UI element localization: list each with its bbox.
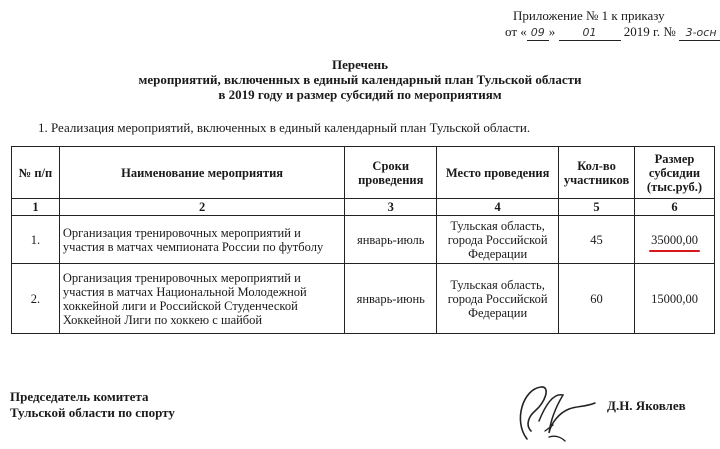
date-close: »	[548, 24, 556, 39]
header-dates: Сроки проведения	[345, 147, 437, 199]
table-row	[12, 264, 715, 334]
appendix-title: Приложение № 1 к приказу	[513, 8, 665, 23]
position-line-1: Председатель комитета	[10, 389, 149, 404]
header-place: Место проведения	[437, 147, 559, 199]
order-date-line	[505, 24, 715, 41]
document-title	[0, 57, 720, 102]
title-line-2: мероприятий, включенных в единый календарный план Тульской области	[138, 72, 582, 87]
header-num: № п/п	[12, 147, 60, 199]
column-number: 4	[437, 199, 559, 216]
title-line-1: Перечень	[331, 57, 389, 72]
column-number: 3	[345, 199, 437, 216]
row-subsidy: 15000,00	[635, 264, 715, 334]
appendix-block	[505, 8, 715, 41]
column-number: 5	[559, 199, 635, 216]
title-line-3: в 2019 году и размер субсидий по мероприятиям	[218, 87, 502, 102]
row-place: Тульская область, города Российской Федерации	[437, 216, 559, 264]
date-month: 01	[559, 25, 621, 41]
row-dates: январь-июль	[345, 216, 437, 264]
column-number: 2	[59, 199, 344, 216]
row-participants: 60	[559, 264, 635, 334]
header-name: Наименование мероприятия	[59, 147, 344, 199]
order-number: 3-осн	[679, 25, 720, 41]
row-num: 1.	[12, 216, 60, 264]
events-table	[11, 146, 715, 334]
row-place: Тульская область, города Российской Федерации	[437, 264, 559, 334]
row-event-name: Организация тренировочных мероприятий и участия в матчах Национальной Молодежной хоккейной лиги и Российской Студенческой Хоккейной Лиги по хоккею с шайбой	[59, 264, 344, 334]
handwritten-signature	[505, 381, 600, 445]
section-heading: 1. Реализация мероприятий, включенных в единый календарный план Тульской области.	[38, 120, 531, 135]
column-number: 6	[635, 199, 715, 216]
header-participants: Кол-во участников	[559, 147, 635, 199]
column-number-row	[12, 199, 715, 216]
row-event-name: Организация тренировочных мероприятий и участия в матчах чемпионата России по футболу	[59, 216, 344, 264]
position-line-2: Тульской области по спорту	[10, 405, 175, 420]
row-num: 2.	[12, 264, 60, 334]
year-label: 2019 г. №	[623, 24, 676, 39]
signer-name: Д.Н. Яковлев	[607, 398, 686, 413]
row-subsidy-cell	[635, 216, 715, 264]
row-participants: 45	[559, 216, 635, 264]
date-day: 09	[527, 25, 549, 41]
table-header-row	[12, 147, 715, 199]
column-number: 1	[12, 199, 60, 216]
table-row	[12, 216, 715, 264]
row-subsidy-highlighted: 35000,00	[651, 232, 698, 247]
from-label: от «	[505, 24, 527, 39]
header-subsidy: Размер субсидии (тыс.руб.)	[635, 147, 715, 199]
row-dates: январь-июнь	[345, 264, 437, 334]
signatory-position	[10, 389, 175, 421]
